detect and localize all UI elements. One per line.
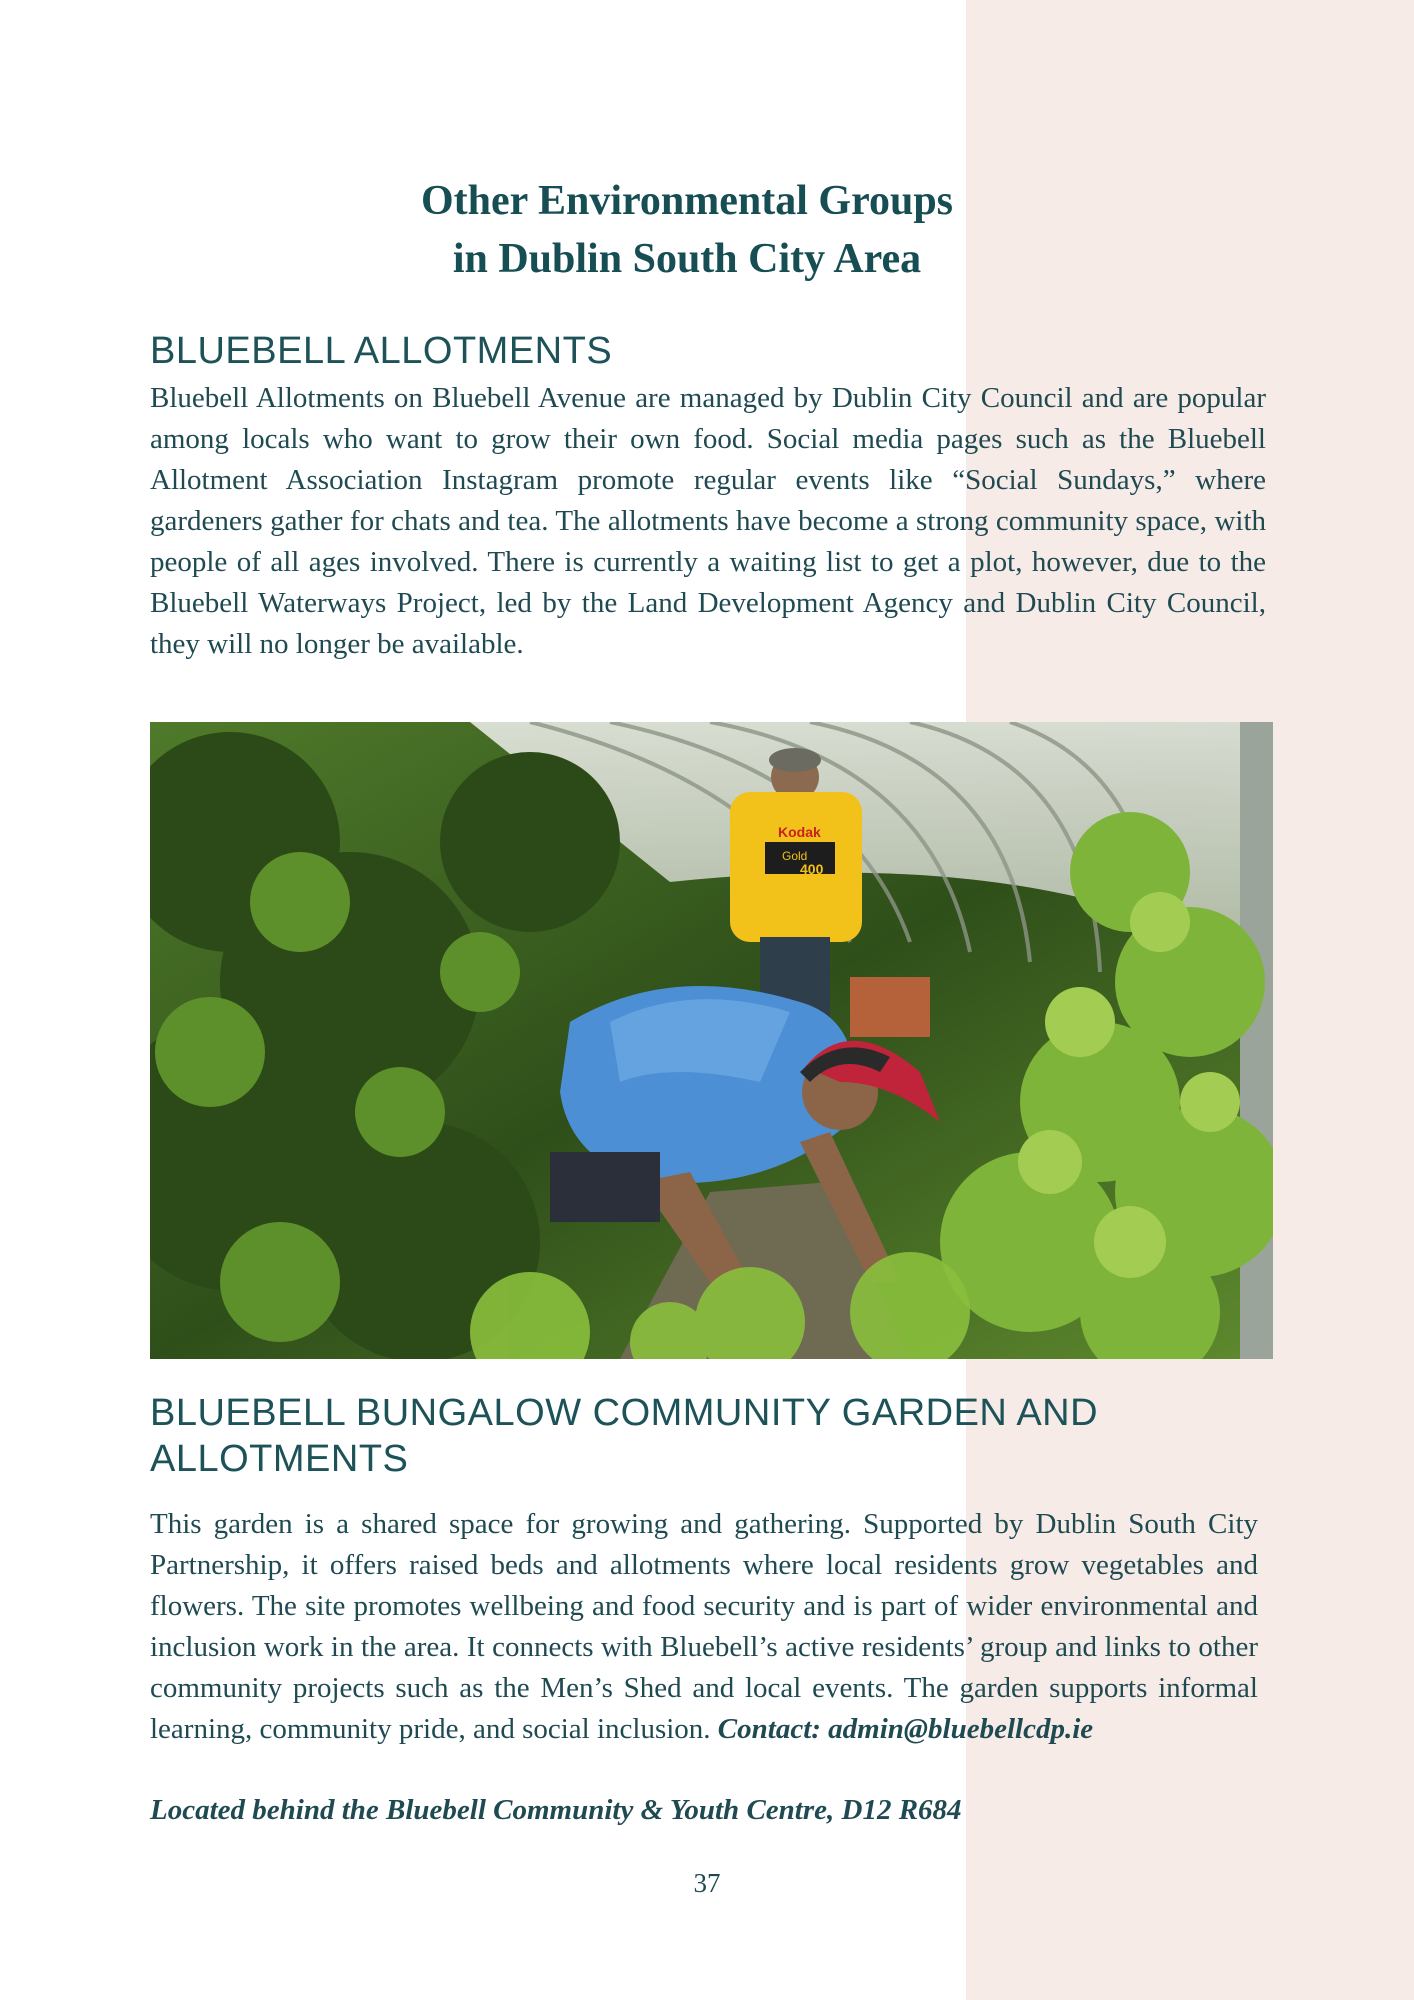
- page-title: [150, 172, 1224, 288]
- page-number: 37: [693, 1868, 721, 1898]
- section-heading-bluebell-allotments: BLUEBELL ALLOTMENTS: [150, 330, 613, 372]
- shirt-text-kodak: Kodak: [778, 824, 821, 840]
- section-heading-bluebell-bungalow: BLUEBELL BUNGALOW COMMUNITY GARDEN AND ALLOTMENTS: [150, 1392, 1099, 1480]
- page-title-line-1: Other Environmental Groups: [420, 178, 954, 224]
- shirt-text-400: 400: [800, 861, 824, 877]
- section-body-bluebell-bungalow: [150, 1504, 1258, 1750]
- page-title-line-2: in Dublin South City Area: [452, 236, 922, 282]
- greenhouse-gardeners-photo: [150, 722, 1273, 1359]
- section-body-bluebell-allotments: Bluebell Allotments on Bluebell Avenue are managed by Dublin City Council and are popular among locals who want to grow their own food. Social media pages such as the Bluebell Allotment Association Instagram promote regular events like “Social Sundays,” where gardeners gather for chats and tea. The allotments have become a strong community space, with people of all ages involved. There is currently a waiting list to get a plot, however, due to the Bluebell Waterways Project, led by the Land Development Agency and Dublin City Council, they will no longer be available.: [150, 382, 1266, 660]
- contact-email: Contact: admin@bluebellcdp.ie: [717, 1713, 1094, 1745]
- section-body-text: This garden is a shared space for growing and gathering. Supported by Dublin South City Partnership, it offers raised beds and allotments where local residents grow vegetables and flowers. The site promotes wellbeing and food security and is part of wider environmental and inclusion work in the area. It connects with Bluebell’s active residents’ group and links to other community projects such as the Men’s Shed and local events. The garden supports informal learning, community pride, and social inclusion.: [150, 1508, 1258, 1745]
- shirt-text-gold: Gold: [782, 849, 808, 863]
- location-line: Located behind the Bluebell Community & Youth Centre, D12 R684: [150, 1794, 962, 1826]
